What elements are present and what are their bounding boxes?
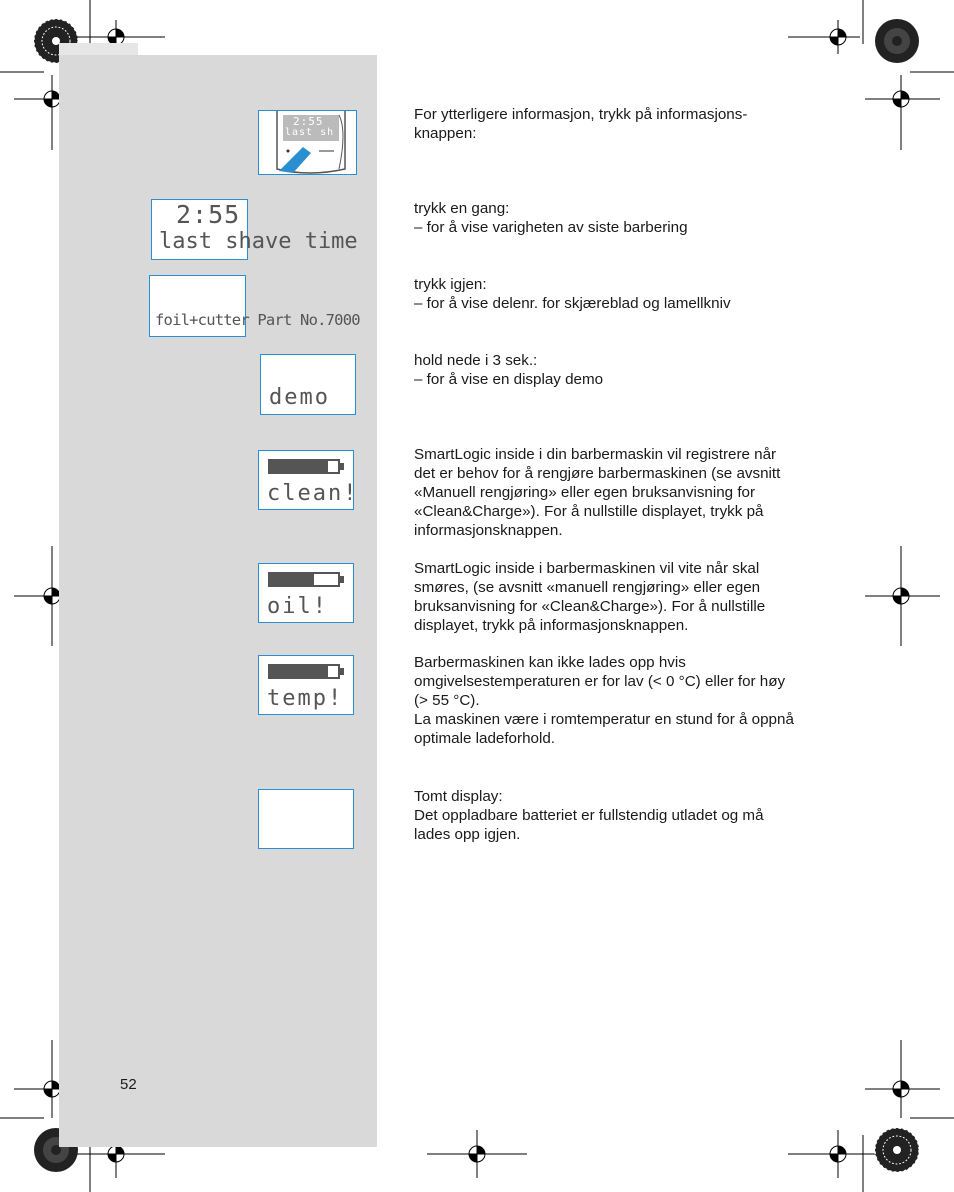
- battery-fill-clean: [270, 461, 328, 472]
- oil-label: oil!: [267, 594, 328, 619]
- empty-display: [258, 789, 354, 849]
- text-body: Det oppladbare batteriet er fullstendig utladet og må lades opp igjen.: [414, 807, 764, 843]
- page-number: 52: [120, 1076, 137, 1093]
- last-shave-label: last shave time: [159, 229, 358, 254]
- clean-display: [258, 450, 359, 510]
- sidebar-tab: [59, 43, 138, 55]
- last-shave-time: 2:55: [176, 200, 241, 229]
- demo-display: [260, 354, 356, 415]
- text-body: Barbermaskinen kan ikke lades opp hvis omgivelsestemperaturen er for lav (< 0 °C) eller for høy (> 55 °C). La maskinen være i romtemperatur en stund for å oppnå optimale ladeforhold.: [414, 654, 794, 747]
- device-display-time: 2:55: [293, 115, 324, 128]
- battery-icon: [268, 572, 342, 587]
- text-body: SmartLogic inside i din barbermaskin vil registrere når det er behov for å rengjøre barbermaskinen (se avsnitt «Manuell rengjøring» eller egen bruksanvisning for «Clean&Charge»). For å nullstille displayet, trykk på informasjonsknappen.: [414, 446, 781, 539]
- text-block-press-again: [414, 275, 834, 313]
- part-number-label: foil+cutter Part No.7000: [155, 311, 360, 329]
- text-heading: For ytterligere informasjon, trykk på informasjons-: [414, 106, 748, 123]
- text-block-oil: [414, 559, 844, 635]
- battery-fill-oil: [270, 574, 314, 585]
- text-heading: trykk igjen:: [414, 276, 487, 293]
- battery-fill-temp: [270, 666, 328, 677]
- text-block-hold: [414, 351, 834, 389]
- text-block-info-button: [414, 105, 834, 143]
- demo-label: demo: [269, 385, 330, 410]
- text-heading: Tomt display:: [414, 788, 503, 805]
- text-body: – for å vise delenr. for skjæreblad og lamellkniv: [414, 295, 731, 312]
- text-body: knappen:: [414, 125, 477, 142]
- battery-icon: [268, 459, 342, 474]
- device-illustration: [258, 110, 357, 175]
- text-block-clean: [414, 445, 844, 540]
- text-body: – for å vise en display demo: [414, 371, 604, 388]
- oil-display: [258, 563, 354, 623]
- clean-label: clean!: [267, 481, 359, 506]
- text-block-press-once: [414, 199, 834, 237]
- text-block-temp: [414, 653, 844, 748]
- text-block-empty: [414, 787, 844, 844]
- text-heading: trykk en gang:: [414, 200, 510, 217]
- text-body: SmartLogic inside i barbermaskinen vil vite når skal smøres, (se avsnitt «manuell rengjøring» eller egen bruksanvisning for «Clean&Charge»). For å nullstille displayet, trykk på informasjonsknappen.: [414, 560, 766, 634]
- battery-icon: [268, 664, 342, 679]
- device-display-label: last sh: [285, 127, 335, 138]
- temp-label: temp!: [267, 686, 344, 711]
- text-body: – for å vise varigheten av siste barbering: [414, 219, 688, 236]
- text-heading: hold nede i 3 sek.:: [414, 352, 538, 369]
- temp-display: [258, 655, 354, 715]
